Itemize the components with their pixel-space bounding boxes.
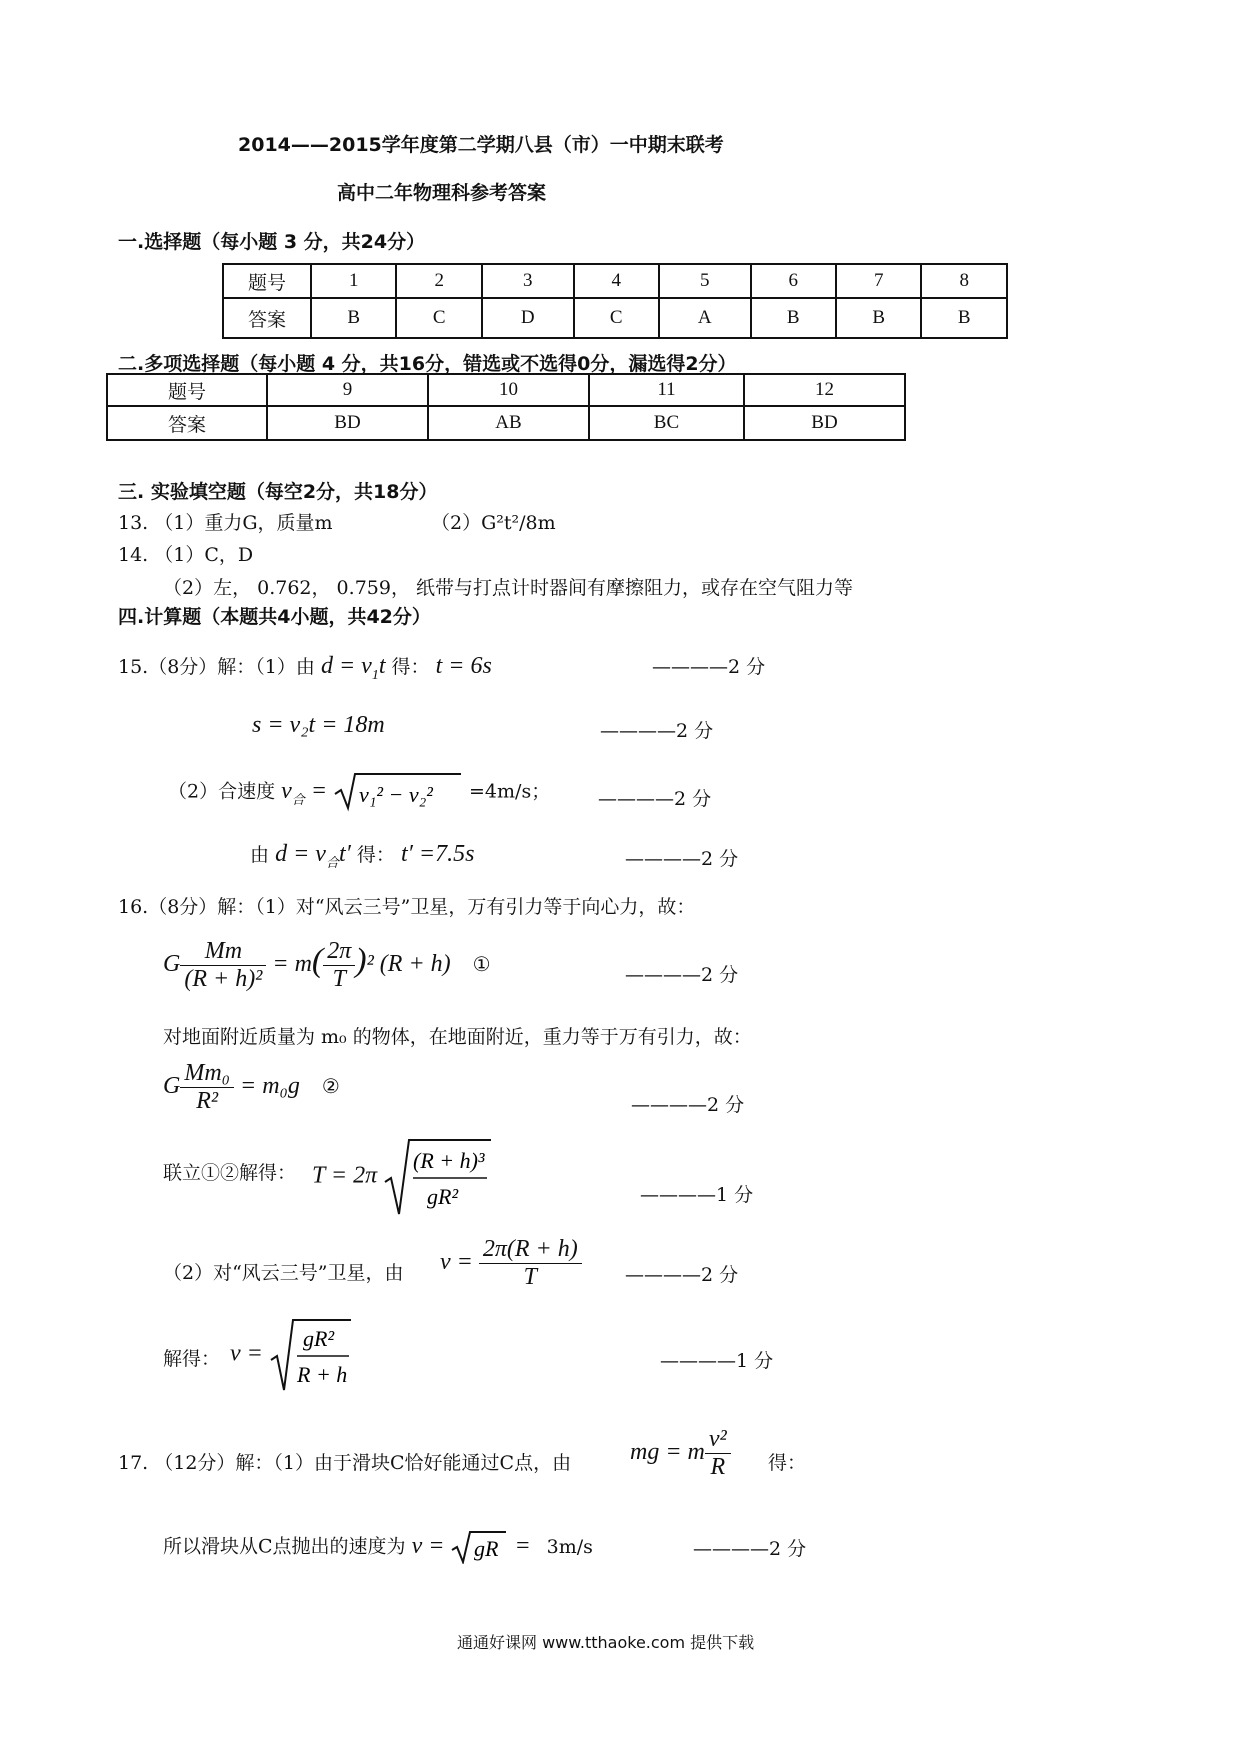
question-number: 5: [659, 264, 751, 298]
score-mark: ————2 分: [598, 788, 712, 810]
answer-cell: C: [396, 298, 481, 338]
equation-1-gravity-centripetal: G $\frac{Mm}{\text{(R + h)²}}$ = m( $\frac{2\pi}{T}$ )² (R + h) ①: [163, 938, 491, 992]
q15-line1: [118, 652, 492, 684]
section2-heading: 二.多项选择题（每小题 4 分，共16分，错选或不选得0分，漏选得2分）: [118, 353, 737, 375]
question-number: 8: [921, 264, 1007, 298]
section1-heading: 一.选择题（每小题 3 分，共24分）: [118, 231, 426, 253]
q17-line1-prefix: 17. （12分）解：（1）由于滑块C恰好能通过C点，由: [118, 1452, 572, 1474]
q15-line3-prefix: （2）合速度: [168, 780, 276, 803]
question-number: 3: [482, 264, 574, 298]
answer-cell: B: [836, 298, 921, 338]
sqrt-v1-v2-expression: [333, 772, 463, 812]
answer-cell: A: [659, 298, 751, 338]
answer-cell: B: [751, 298, 836, 338]
q15-line3-result: =4m/s；: [469, 780, 551, 803]
row-label: 答案: [107, 406, 267, 440]
section4-heading: 四.计算题（本题共4小题，共42分）: [118, 606, 431, 628]
q14-part1: 14. （1）C，D: [118, 544, 254, 566]
footer-download-note: 通通好课网 www.tthaoke.com 提供下载: [457, 1633, 755, 1652]
q17-velocity-result: 3m/s: [546, 1535, 593, 1558]
q13-part2: （2）G²t²/8m: [431, 512, 556, 534]
question-number: 4: [574, 264, 659, 298]
formula-v-sqrt-gr: v = gR =: [412, 1533, 537, 1559]
q15-line4-prefix: 由: [250, 844, 270, 866]
svg-text:(R + h)³: (R + h)³: [413, 1148, 485, 1173]
question-number: 10: [428, 374, 589, 406]
answer-row: [107, 406, 905, 440]
equation-5-prefix: 解得：: [163, 1348, 221, 1370]
q15-line1-mid: 得：: [391, 656, 430, 678]
formula-d-vt-prime: $d = v_合t'$: [275, 841, 351, 870]
single-choice-answer-table: [222, 263, 1008, 339]
q17-line2: [163, 1530, 593, 1564]
question-number-row: [107, 374, 905, 406]
sqrt-velocity-expression: [269, 1318, 353, 1392]
question-number: 2: [396, 264, 481, 298]
section3-heading: 三. 实验填空题（每空2分，共18分）: [118, 481, 438, 503]
sqrt-gr-expression: [450, 1530, 508, 1564]
svg-text:gR²: gR²: [302, 1326, 334, 1351]
question-number: 12: [744, 374, 905, 406]
answer-cell: C: [574, 298, 659, 338]
equation-4-velocity: v = $\frac{2\pi(R + h)}{T}$: [440, 1236, 582, 1291]
q14-part2: （2）左， 0.762， 0.759， 纸带与打点计时器间有摩擦阻力，或存在空气阻力等: [163, 577, 853, 599]
row-label: 答案: [223, 298, 311, 338]
q16-mid-text: 对地面附近质量为 m₀ 的物体，在地面附近，重力等于万有引力，故：: [163, 1026, 752, 1048]
row-label: 题号: [223, 264, 311, 298]
answer-cell: B: [921, 298, 1007, 338]
question-number: 6: [751, 264, 836, 298]
equation-5-velocity-result: v = gR² R + h: [230, 1318, 353, 1392]
multiple-choice-answer-table: [106, 373, 906, 441]
svg-text:gR²: gR²: [427, 1184, 459, 1209]
svg-text:v₁² − v₂²: v₁² − v₂²: [359, 782, 433, 807]
score-mark: ————2 分: [600, 720, 714, 742]
score-mark: ————2 分: [625, 964, 739, 986]
equation-3-period: T = 2π (R + h)³ gR²: [312, 1138, 493, 1216]
q15-result-t: t = 6s: [435, 653, 492, 679]
score-mark: ————2 分: [693, 1538, 807, 1560]
question-number: 7: [836, 264, 921, 298]
score-mark: ————2 分: [652, 656, 766, 678]
answer-cell: BD: [744, 406, 905, 440]
formula-mg-mv2-r: mg = m $\frac{\text{v²}}{R}$: [630, 1426, 731, 1481]
svg-text:R + h: R + h: [296, 1362, 348, 1387]
formula-s-v2t: s = v₂t = 18m: [252, 712, 385, 738]
answer-cell: AB: [428, 406, 589, 440]
q15-line3: [168, 772, 550, 812]
row-label: 题号: [107, 374, 267, 406]
exam-title: 2014——2015学年度第二学期八县（市）一中期末联考: [238, 134, 724, 156]
equation-2-surface-gravity: G $\frac{\text{Mm₀}}{\text{R²}}$ = m₀g ②: [163, 1060, 340, 1114]
score-mark: ————2 分: [625, 848, 739, 870]
answer-key-subtitle: 高中二年物理科参考答案: [337, 182, 547, 204]
sqrt-period-expression: [383, 1138, 493, 1216]
q15-result-t-prime: t′ =7.5s: [400, 841, 475, 867]
q17-line2-prefix: 所以滑块从C点抛出的速度为: [163, 1535, 406, 1558]
formula-d-v1t: $d = v_1t$: [320, 653, 386, 683]
question-number: 1: [311, 264, 396, 298]
score-mark: ————2 分: [631, 1094, 745, 1116]
question-number-row: [223, 264, 1007, 298]
q13-part1: 13. （1）重力G，质量m: [118, 512, 333, 534]
answer-cell: BC: [589, 406, 744, 440]
question-number: 9: [267, 374, 428, 406]
q15-line4-mid: 得：: [356, 844, 395, 866]
q17-line1-suffix: 得：: [768, 1452, 807, 1474]
equation-4-prefix: （2）对“风云三号”卫星，由: [163, 1262, 404, 1284]
equation-3-prefix: 联立①②解得：: [163, 1162, 297, 1184]
answer-row: [223, 298, 1007, 338]
score-mark: ————1 分: [640, 1184, 754, 1206]
q15-line1-prefix: 15.（8分）解：（1）由: [118, 656, 315, 678]
question-number: 11: [589, 374, 744, 406]
answer-cell: B: [311, 298, 396, 338]
q16-intro: 16.（8分）解：（1）对“风云三号”卫星，万有引力等于向心力，故：: [118, 896, 696, 918]
formula-combined-velocity: $v_合$ = v₁² − v₂²: [281, 778, 469, 804]
svg-text:gR: gR: [474, 1536, 499, 1561]
score-mark: ————2 分: [625, 1264, 739, 1286]
answer-cell: D: [482, 298, 574, 338]
q15-line4: [250, 840, 474, 871]
answer-cell: BD: [267, 406, 428, 440]
score-mark: ————1 分: [660, 1350, 774, 1372]
